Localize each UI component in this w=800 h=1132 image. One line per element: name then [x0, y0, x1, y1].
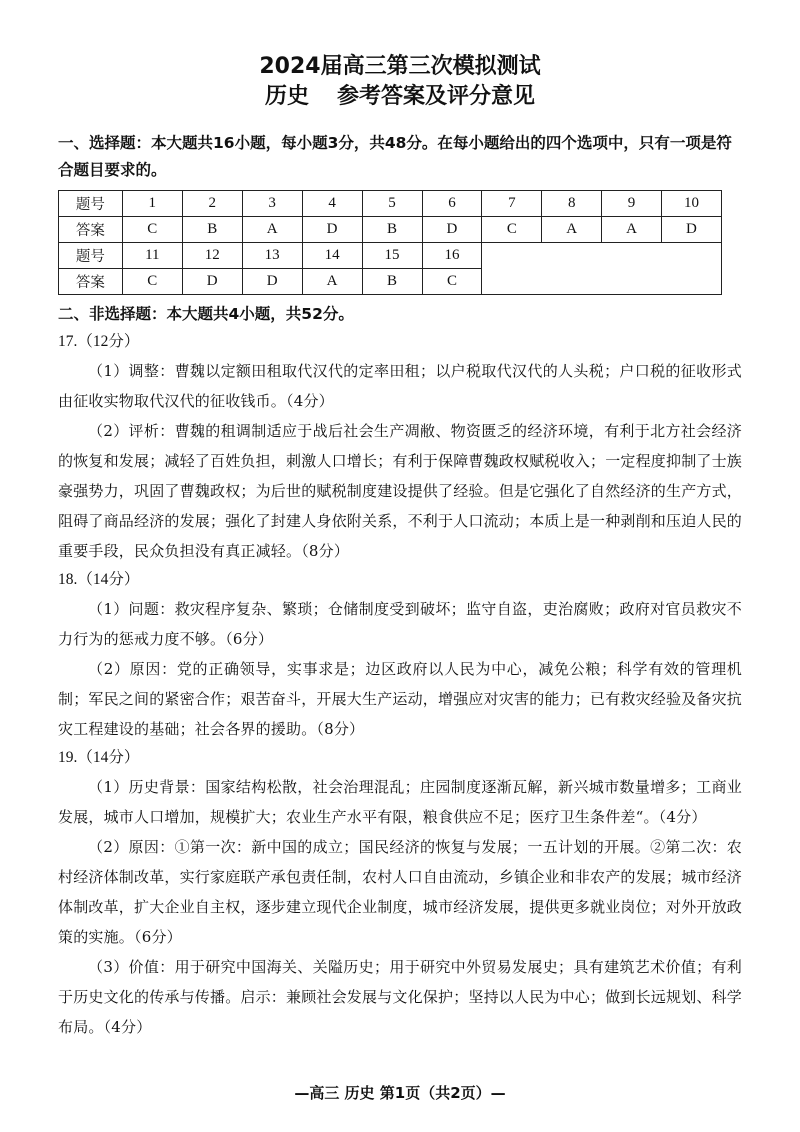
answer-cell: A	[542, 217, 602, 243]
answer-cell: A	[302, 269, 362, 295]
subtitle-label: 参考答案及评分意见	[337, 84, 536, 109]
answer-cell: C	[122, 217, 182, 243]
question-number-cell: 4	[302, 191, 362, 217]
row-label-answer: 答案	[59, 269, 123, 295]
question-17-part2: （2）评析：曹魏的租调制适应于战后社会生产凋敝、物资匮乏的经济环境，有利于北方社会经济的恢复和发展；减轻了百姓负担，刺激人口增长；有利于保障曹魏政权赋税收入；一定程度抑制了士族豪强势力，巩固了曹魏政权；为后世的赋税制度建设提供了经验。但是它强化了自然经济的生产方式，阻碍了商品经济的发展；强化了封建人身依附关系，不利于人口流动；本质上是一种剥削和压迫人民的重要手段，民众负担没有真正减轻。（8分）	[58, 422, 743, 560]
answer-cell: B	[182, 217, 242, 243]
subject-label: 历史	[264, 84, 309, 109]
answer-cell: A	[602, 217, 662, 243]
exam-subtitle	[58, 82, 742, 112]
question-18-label: 18.（14分）	[58, 571, 140, 588]
question-number-cell: 6	[422, 191, 482, 217]
question-number-cell: 9	[602, 191, 662, 217]
question-19-part3: （3）价值：用于研究中国海关、关隘历史；用于研究中外贸易发展史；具有建筑艺术价值；有利于历史文化的传承与传播。启示：兼顾社会发展与文化保护；坚持以人民为中心；做到长远规划、科学布局。（4分）	[58, 958, 743, 1036]
answer-cell: D	[242, 269, 302, 295]
question-number-cell: 14	[302, 243, 362, 269]
answer-cell: D	[422, 217, 482, 243]
question-number-cell: 16	[422, 243, 482, 269]
answer-cell: C	[122, 269, 182, 295]
question-18-part2: （2）原因：党的正确领导，实事求是；边区政府以人民为中心，减免公粮；科学有效的管理机制；军民之间的紧密合作；艰苦奋斗，开展大生产运动，增强应对灾害的能力；已有救灾经验及备灾抗灾工程建设的基础；社会各界的援助。（8分）	[58, 660, 743, 738]
question-number-cell: 3	[242, 191, 302, 217]
question-number-cell: 10	[661, 191, 721, 217]
answer-cell: A	[242, 217, 302, 243]
question-number-cell: 15	[362, 243, 422, 269]
question-number-cell: 8	[542, 191, 602, 217]
question-number-cell: 7	[482, 191, 542, 217]
question-number-cell: 11	[122, 243, 182, 269]
answer-cell: D	[302, 217, 362, 243]
question-17-part1: （1）调整：曹魏以定额田租取代汉代的定率田租；以户税取代汉代的人头税；户口税的征收形式由征收实物取代汉代的征收钱币。（4分）	[58, 362, 742, 410]
answer-cell: B	[362, 269, 422, 295]
answer-cell: C	[482, 217, 542, 243]
answer-cell: D	[182, 269, 242, 295]
answer-table	[58, 190, 722, 295]
question-19-label: 19.（14分）	[58, 749, 140, 766]
section2-heading: 二、非选择题：本大题共4小题，共52分。	[58, 305, 354, 323]
question-number-cell: 5	[362, 191, 422, 217]
answer-cell: C	[422, 269, 482, 295]
table-row	[59, 217, 722, 243]
question-number-cell: 2	[182, 191, 242, 217]
page-footer: —高三 历史 第1页（共2页）—	[294, 1084, 506, 1102]
question-17-label: 17.（12分）	[58, 333, 140, 350]
section1-heading: 一、选择题：本大题共16小题，每小题3分，共48分。在每小题给出的四个选项中，只有一项是符合题目要求的。	[58, 134, 732, 179]
question-number-cell: 1	[122, 191, 182, 217]
answer-cell: B	[362, 217, 422, 243]
row-label-question: 题号	[59, 243, 123, 269]
table-row	[59, 243, 722, 269]
question-number-cell: 13	[242, 243, 302, 269]
row-label-answer: 答案	[59, 217, 123, 243]
question-19-part1: （1）历史背景：国家结构松散，社会治理混乱；庄园制度逐渐瓦解，新兴城市数量增多；工商业发展，城市人口增加，规模扩大；农业生产水平有限，粮食供应不足；医疗卫生条件差“。（4分）	[58, 778, 742, 826]
exam-title: 2024届高三第三次模拟测试	[259, 54, 541, 79]
question-19-part2: （2）原因：①第一次：新中国的成立；国民经济的恢复与发展；一五计划的开展。②第二次：农村经济体制改革，实行家庭联产承包责任制，农村人口自由流动，乡镇企业和非农产的发展；城市经济体制改革，扩大企业自主权，逐步建立现代企业制度，城市经济发展，提供更多就业岗位；对外开放政策的实施。（6分）	[58, 838, 743, 946]
answer-cell: D	[661, 217, 721, 243]
table-row	[59, 191, 722, 217]
empty-table-area	[482, 243, 722, 295]
row-label-question: 题号	[59, 191, 123, 217]
question-number-cell: 12	[182, 243, 242, 269]
question-18-part1: （1）问题：救灾程序复杂、繁琐；仓储制度受到破坏；监守自盗，吏治腐败；政府对官员救灾不力行为的惩戒力度不够。（6分）	[58, 600, 742, 648]
